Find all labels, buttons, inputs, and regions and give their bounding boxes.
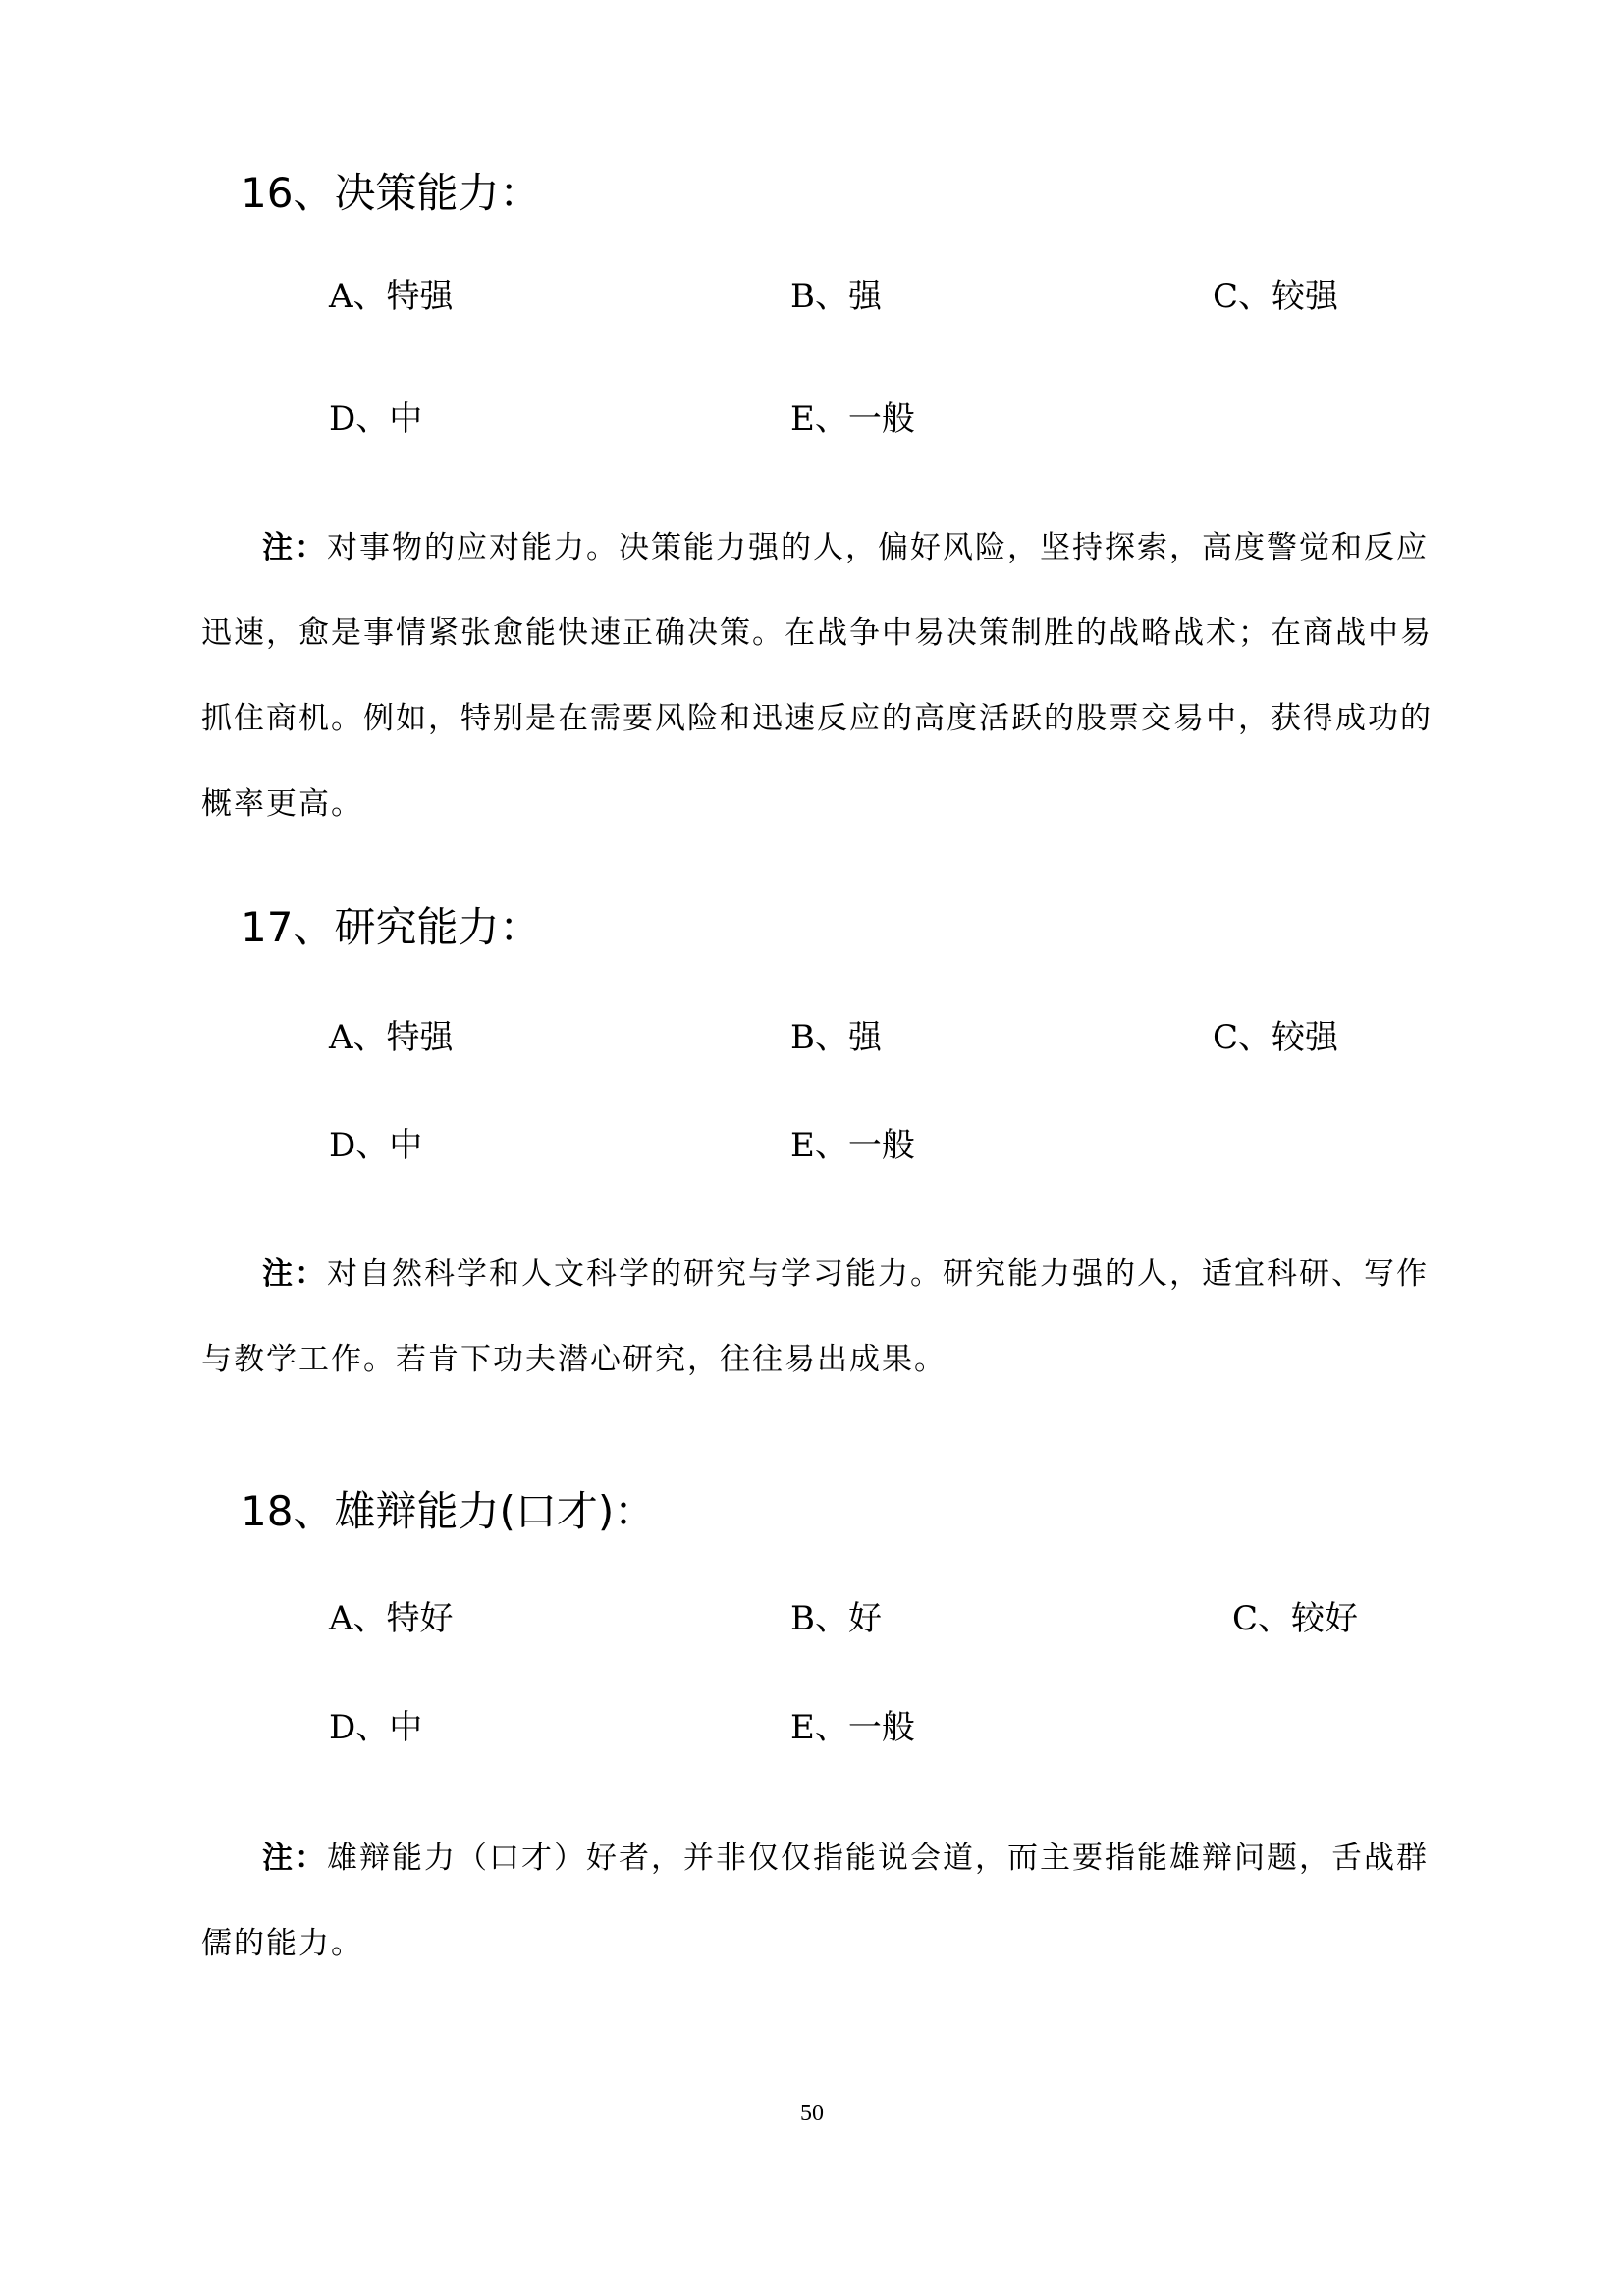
q17-option-d: D、中 — [329, 1126, 423, 1165]
q16-option-a: A、特强 — [329, 277, 454, 316]
page-number: 50 — [800, 2101, 824, 2126]
q17-note — [201, 1232, 1458, 1403]
q16-note-label: 注： — [262, 530, 327, 565]
q18-option-a: A、特好 — [329, 1599, 454, 1638]
q16-note-line-4: 概率更高。 — [201, 786, 363, 822]
q16-option-b: B、强 — [790, 277, 882, 316]
q18-note-label: 注： — [262, 1841, 327, 1876]
question-18-title: 18、雄辩能力(口才)： — [241, 1487, 656, 1535]
q18-option-b: B、好 — [790, 1599, 882, 1638]
q18-option-c: C、较好 — [1232, 1599, 1359, 1638]
q18-note-line-1: 注：雄辩能力（口才）好者，并非仅仅指能说会道，而主要指能雄辩问题，舌战群 — [262, 1841, 1429, 1876]
q16-option-e: E、一般 — [790, 400, 915, 439]
q17-option-c: C、较强 — [1213, 1018, 1339, 1057]
q18-option-e: E、一般 — [790, 1708, 915, 1747]
q16-note-line-2: 迅速，愈是事情紧张愈能快速正确决策。在战争中易决策制胜的战略战术；在商战中易 — [201, 615, 1433, 651]
q18-note — [201, 1816, 1458, 1987]
q16-note-line-3: 抓住商机。例如，特别是在需要风险和迅速反应的高度活跃的股票交易中，获得成功的 — [201, 701, 1433, 736]
q16-note-line-1: 注：对事物的应对能力。决策能力强的人，偏好风险，坚持探索，高度警觉和反应 — [262, 530, 1429, 565]
q18-option-d: D、中 — [329, 1708, 423, 1747]
q17-option-e: E、一般 — [790, 1126, 915, 1165]
q17-note-label: 注： — [262, 1256, 327, 1292]
question-17-title: 17、研究能力： — [241, 903, 541, 951]
question-16-title: 16、决策能力： — [241, 169, 541, 217]
q17-note-line-2: 与教学工作。若肯下功夫潜心研究，往往易出成果。 — [201, 1342, 947, 1377]
q17-option-b: B、强 — [790, 1018, 882, 1057]
q16-note — [201, 506, 1458, 847]
q18-note-line-2: 儒的能力。 — [201, 1926, 363, 1961]
q17-option-a: A、特强 — [329, 1018, 454, 1057]
q16-option-c: C、较强 — [1213, 277, 1339, 316]
q16-option-d: D、中 — [329, 400, 423, 439]
q17-note-line-1: 注：对自然科学和人文科学的研究与学习能力。研究能力强的人，适宜科研、写作 — [262, 1256, 1429, 1292]
